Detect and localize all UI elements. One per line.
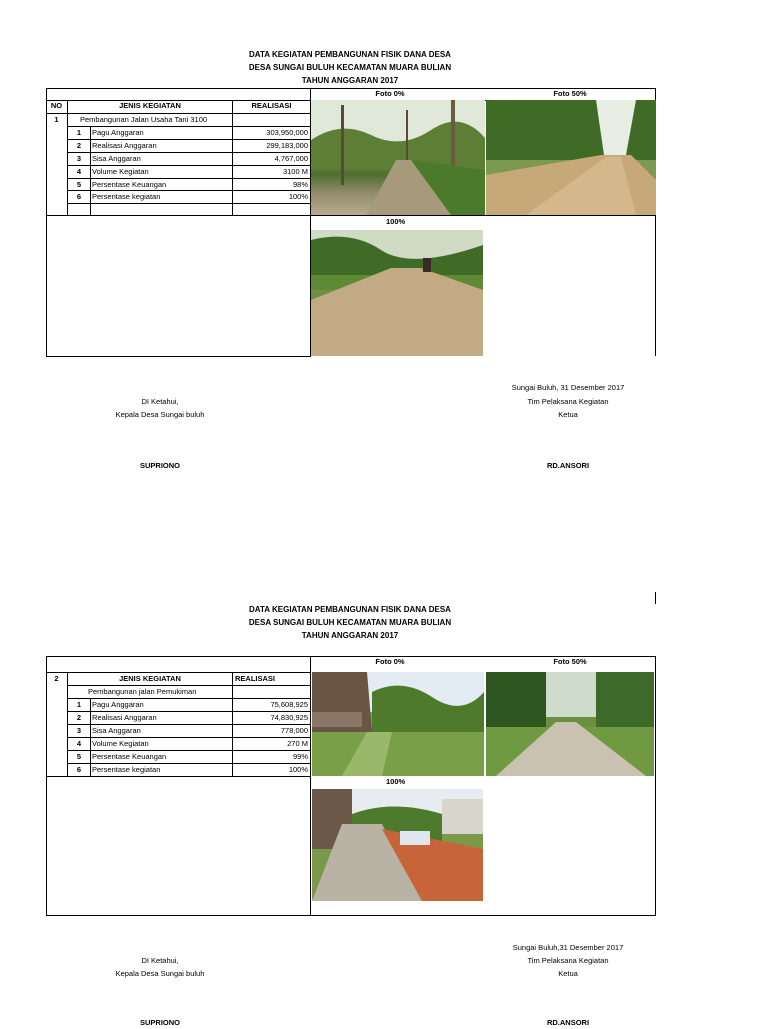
caption-100-percent: 100% [386, 217, 406, 226]
header-jenis: JENIS KEGIATAN [119, 674, 181, 683]
row-line [67, 178, 311, 179]
item-name: Pembangunan jalan Pemukiman [88, 687, 197, 696]
left-sign-line-2: Kepala Desa Sungai buluh [115, 969, 205, 978]
header-foto-0: Foto 0% [375, 89, 405, 98]
row-label: Realisasi Anggaran [92, 141, 157, 150]
row-line [67, 724, 311, 725]
item-number: 2 [54, 674, 59, 683]
row-number: 2 [76, 713, 82, 722]
table-border-bottom [46, 915, 656, 916]
right-sign-line-1: Tim Pelaksana Kegiatan [527, 956, 609, 965]
left-sign-line-1: DI Ketahui, [141, 397, 179, 406]
row-number: 5 [76, 752, 82, 761]
right-sign-line-2: Ketua [558, 969, 578, 978]
header-foto-0: Foto 0% [375, 657, 405, 666]
right-signatory-name: RD.ANSORI [546, 461, 590, 470]
row-value: 778,000 [280, 726, 308, 735]
row-label: Persentase Keuangan [92, 180, 167, 189]
row-value: 3100 M [282, 167, 308, 176]
table-border-header [46, 672, 311, 673]
photo-0-percent [311, 100, 485, 215]
row-line [67, 203, 311, 204]
row-line [46, 113, 311, 114]
photo-row-divider [310, 215, 656, 216]
row-line [67, 737, 311, 738]
table-border-bottom [46, 356, 311, 357]
right-signatory-name: RD.ANSORI [546, 1018, 590, 1027]
place-date: Sungai Buluh,31 Desember 2017 [512, 943, 624, 952]
left-sign-line-2: Kepala Desa Sungai buluh [115, 410, 205, 419]
row-line [67, 685, 311, 686]
photo-50-percent [486, 672, 654, 776]
left-sign-line-1: DI Ketahui, [141, 956, 179, 965]
row-label: Volume Kegiatan [92, 167, 149, 176]
title-line-2: DESA SUNGAI BULUH KECAMATAN MUARA BULIAN [248, 63, 452, 72]
row-value: 299,183,000 [266, 141, 308, 150]
row-number: 5 [76, 180, 82, 189]
header-realisasi: REALISASI [251, 101, 292, 110]
row-value: 4,767,000 [274, 154, 308, 163]
title-line-3: TAHUN ANGGARAN 2017 [301, 631, 399, 640]
title-line-3: TAHUN ANGGARAN 2017 [301, 76, 399, 85]
right-sign-line-2: Ketua [558, 410, 578, 419]
row-value: 100% [288, 765, 308, 774]
row-label: Persentase kegiatan [92, 192, 161, 201]
row-number: 6 [76, 765, 82, 774]
right-sign-line-1: Tim Pelaksana Kegiatan [527, 397, 609, 406]
row-line [67, 152, 311, 153]
row-line [67, 139, 311, 140]
row-number: 1 [76, 700, 82, 709]
row-line [67, 750, 311, 751]
header-foto-50: Foto 50% [553, 657, 587, 666]
row-number: 4 [76, 167, 82, 176]
table-bottom-rule [46, 776, 311, 777]
row-line [67, 711, 311, 712]
row-number: 4 [76, 739, 82, 748]
row-number: 1 [76, 128, 82, 137]
row-value: 74,830,925 [270, 713, 308, 722]
title-line-1: DATA KEGIATAN PEMBANGUNAN FISIK DANA DESA [249, 50, 451, 59]
row-line [67, 165, 311, 166]
row-number: 3 [76, 154, 82, 163]
row-value: 98% [292, 180, 308, 189]
row-number: 6 [76, 192, 82, 201]
row-label: Realisasi Anggaran [92, 713, 157, 722]
table-border-left [46, 656, 47, 916]
row-value: 75,608,925 [270, 700, 308, 709]
row-label: Pagu Anggaran [92, 128, 144, 137]
item-name: Pembangunan Jalan Usaha Tani 3100 [80, 115, 208, 124]
row-value: 303,950,000 [266, 128, 308, 137]
row-line [67, 126, 311, 127]
row-number: 2 [76, 141, 82, 150]
row-value: 270 M [287, 739, 308, 748]
photo-100-percent [312, 789, 483, 901]
row-value: 100% [288, 192, 308, 201]
photo-100-percent [311, 230, 483, 356]
header-jenis: JENIS KEGIATAN [119, 101, 181, 110]
left-signatory-name: SUPRIONO [139, 1018, 180, 1027]
photo-50-percent [486, 100, 656, 215]
header-realisasi: REALISASI [235, 674, 276, 683]
header-foto-50: Foto 50% [553, 89, 587, 98]
col-divider-realisasi [310, 656, 311, 916]
row-label: Volume Kegiatan [92, 739, 149, 748]
left-signatory-name: SUPRIONO [139, 461, 180, 470]
place-date: Sungai Buluh, 31 Desember 2017 [511, 383, 625, 392]
item-number: 1 [54, 115, 59, 124]
row-line [67, 190, 311, 191]
row-label: Persentase kegiatan [92, 765, 161, 774]
row-number: 3 [76, 726, 82, 735]
row-value: 99% [292, 752, 308, 761]
row-label: Pagu Anggaran [92, 700, 144, 709]
title-line-2: DESA SUNGAI BULUH KECAMATAN MUARA BULIAN [248, 618, 452, 627]
table-border-left [46, 88, 47, 356]
row-label: Sisa Anggaran [92, 726, 141, 735]
header-no: NO [50, 101, 63, 110]
title-line-1: DATA KEGIATAN PEMBANGUNAN FISIK DANA DESA [249, 605, 451, 614]
row-label: Persentase Keuangan [92, 752, 167, 761]
table-border-right [655, 656, 656, 916]
stray-mark [655, 592, 656, 604]
row-label: Sisa Anggaran [92, 154, 141, 163]
caption-100-percent: 100% [386, 777, 406, 786]
row-line [67, 763, 311, 764]
row-line [67, 698, 311, 699]
table-bottom-rule [46, 215, 311, 216]
photo-0-percent [312, 672, 484, 776]
